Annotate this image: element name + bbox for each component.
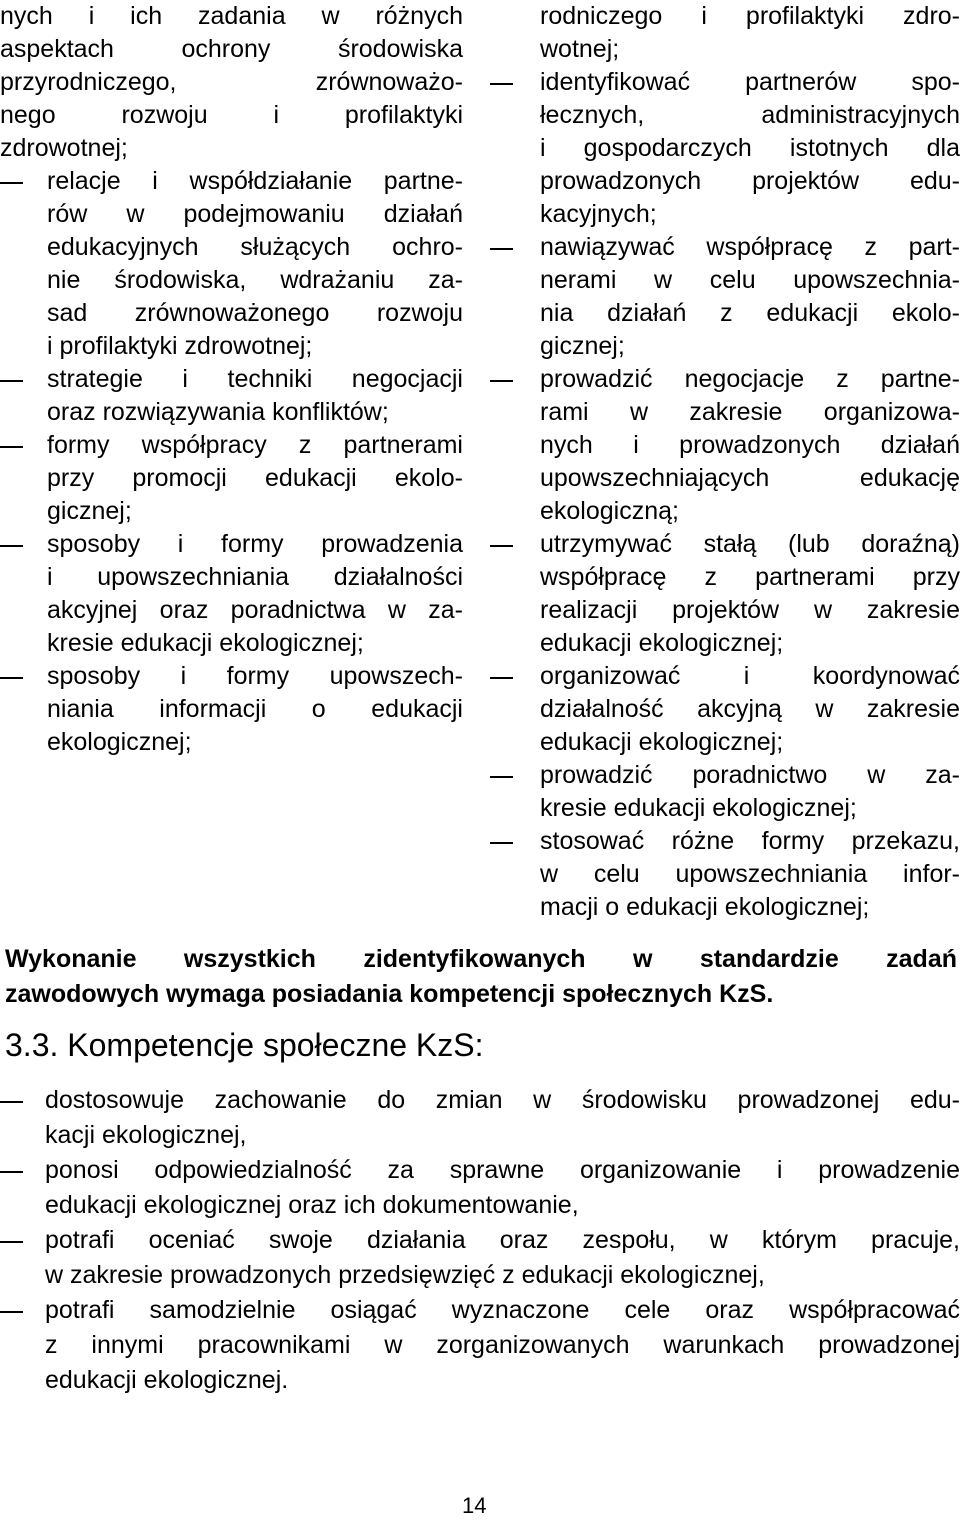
dash-bullet-icon [490, 660, 513, 693]
list-item [0, 165, 463, 363]
list-item [490, 825, 960, 924]
text-line: nych i ich zadania w różnych [0, 2, 463, 30]
text-line: gicznej; [47, 497, 132, 525]
dash-bullet-icon [0, 1293, 23, 1328]
text-line: stosować różne formy przekazu, [540, 827, 960, 855]
text-line: prowadzonych projektów edu- [540, 167, 960, 195]
text-line: ponosi odpowiedzialność za sprawne organizowanie i prowadzenie [45, 1156, 960, 1184]
dash-bullet-icon [490, 66, 513, 99]
list-item [490, 231, 960, 363]
text-line: dostosowuje zachowanie do zmian w środowisku prowadzonej edu- [45, 1086, 960, 1114]
text-line: sad zrównoważonego rozwoju [47, 299, 463, 327]
text-line: potrafi samodzielnie osiągać wyznaczone cele oraz współpracować [45, 1296, 960, 1324]
list-item [0, 1153, 960, 1223]
text-line: nych i prowadzonych działań [540, 431, 960, 459]
dash-bullet-icon [0, 363, 23, 396]
text-line: oraz rozwiązywania konfliktów; [47, 398, 389, 426]
list-item [0, 528, 463, 660]
page-number: 14 [462, 1493, 487, 1518]
text-line: organizować i koordynować [540, 662, 960, 690]
text-line: nawiązywać współpracę z part- [540, 233, 960, 261]
dash-bullet-icon [0, 429, 23, 462]
text-line: przyrodniczego, zrównoważo- [0, 68, 463, 96]
text-line: nie środowiska, wdrażaniu za- [47, 266, 463, 294]
right-column [490, 0, 960, 924]
text-line: ekologiczną; [540, 497, 679, 525]
dash-bullet-icon [490, 825, 513, 858]
text-line: i gospodarczych istotnych dla [540, 134, 960, 162]
list-item [490, 66, 960, 231]
text-line: relacje i współdziałanie partne- [47, 167, 463, 195]
text-line: prowadzić poradnictwo w za- [540, 761, 960, 789]
left-column [0, 0, 463, 759]
text-line: prowadzić negocjacje z partne- [540, 365, 960, 393]
text-line: upowszechniających edukację [540, 464, 960, 492]
text-line: wotnej; [540, 35, 620, 63]
list-item [490, 660, 960, 759]
text-line: identyfikować partnerów spo- [540, 68, 960, 96]
text-line: potrafi oceniać swoje działania oraz zespołu, w którym pracuje, [45, 1226, 960, 1254]
text-line: nia działań z edukacji ekolo- [540, 299, 960, 327]
dash-bullet-icon [0, 165, 23, 198]
dash-bullet-icon [0, 1223, 23, 1258]
text-line: łecznych, administracyjnych [540, 101, 960, 129]
right-intro-paragraph [490, 0, 960, 66]
text-line: edukacyjnych służących ochro- [47, 233, 463, 261]
text-line: kacyjnych; [540, 200, 657, 228]
text-line: utrzymywać stałą (lub doraźną) [540, 530, 960, 558]
list-item [490, 528, 960, 660]
text-line: zdrowotnej; [0, 134, 128, 162]
text-line: nego rozwoju i profilaktyki [0, 101, 463, 129]
text-line: edukacji ekologicznej; [540, 629, 784, 657]
text-line: edukacji ekologicznej; [540, 728, 784, 756]
text-line: z innymi pracownikami w zorganizowanych warunkach prowadzonej [45, 1331, 960, 1359]
text-line: rami w zakresie organizowa- [540, 398, 960, 426]
text-line: kacji ekologicznej, [45, 1121, 247, 1149]
section-heading: 3.3. Kompetencje społeczne KzS: [5, 1027, 484, 1063]
dash-bullet-icon [490, 363, 513, 396]
text-line: sposoby i formy upowszech- [47, 662, 463, 690]
text-line: edukacji ekologicznej. [45, 1366, 289, 1394]
list-item [0, 1083, 960, 1153]
dash-bullet-icon [490, 528, 513, 561]
dash-bullet-icon [490, 231, 513, 264]
summary-paragraph [5, 942, 957, 1012]
text-line: sposoby i formy prowadzenia [47, 530, 463, 558]
dash-bullet-icon [0, 1083, 23, 1118]
text-line: przy promocji edukacji ekolo- [47, 464, 463, 492]
list-item [490, 363, 960, 528]
text-line: edukacji ekologicznej oraz ich dokumentowanie, [45, 1191, 579, 1219]
text-line: Wykonanie wszystkich zidentyfikowanych w standardzie zadań [5, 945, 957, 973]
dash-bullet-icon [0, 528, 23, 561]
text-line: gicznej; [540, 332, 625, 360]
list-item [490, 759, 960, 825]
text-line: i upowszechniania działalności [47, 563, 463, 591]
dash-bullet-icon [490, 759, 513, 792]
dash-bullet-icon [0, 660, 23, 693]
text-line: zawodowych wymaga posiadania kompetencji społecznych KzS. [5, 980, 774, 1008]
list-item [0, 660, 463, 759]
text-line: rodniczego i profilaktyki zdro- [540, 2, 960, 30]
text-line: współpracę z partnerami przy [540, 563, 960, 591]
list-item [0, 1223, 960, 1293]
text-line: nerami w celu upowszechnia- [540, 266, 960, 294]
list-item [0, 429, 463, 528]
text-line: aspektach ochrony środowiska [0, 35, 463, 63]
text-line: formy współpracy z partnerami [47, 431, 463, 459]
text-line: macji o edukacji ekologicznej; [540, 893, 870, 921]
competencies-list [0, 1083, 960, 1398]
text-line: strategie i techniki negocjacji [47, 365, 463, 393]
text-line: kresie edukacji ekologicznej; [540, 794, 857, 822]
text-line: realizacji projektów w zakresie [540, 596, 960, 624]
text-line: w zakresie prowadzonych przedsięwzięć z edukacji ekologicznej, [45, 1261, 765, 1289]
text-line: kresie edukacji ekologicznej; [47, 629, 364, 657]
text-line: działalność akcyjną w zakresie [540, 695, 960, 723]
text-line: akcyjnej oraz poradnictwa w za- [47, 596, 463, 624]
text-line: niania informacji o edukacji [47, 695, 463, 723]
text-line: ekologicznej; [47, 728, 192, 756]
left-intro-paragraph [0, 0, 463, 165]
text-line: rów w podejmowaniu działań [47, 200, 463, 228]
list-item [0, 1293, 960, 1398]
text-line: i profilaktyki zdrowotnej; [47, 332, 313, 360]
text-line: w celu upowszechniania infor- [540, 860, 960, 888]
dash-bullet-icon [0, 1153, 23, 1188]
list-item [0, 363, 463, 429]
